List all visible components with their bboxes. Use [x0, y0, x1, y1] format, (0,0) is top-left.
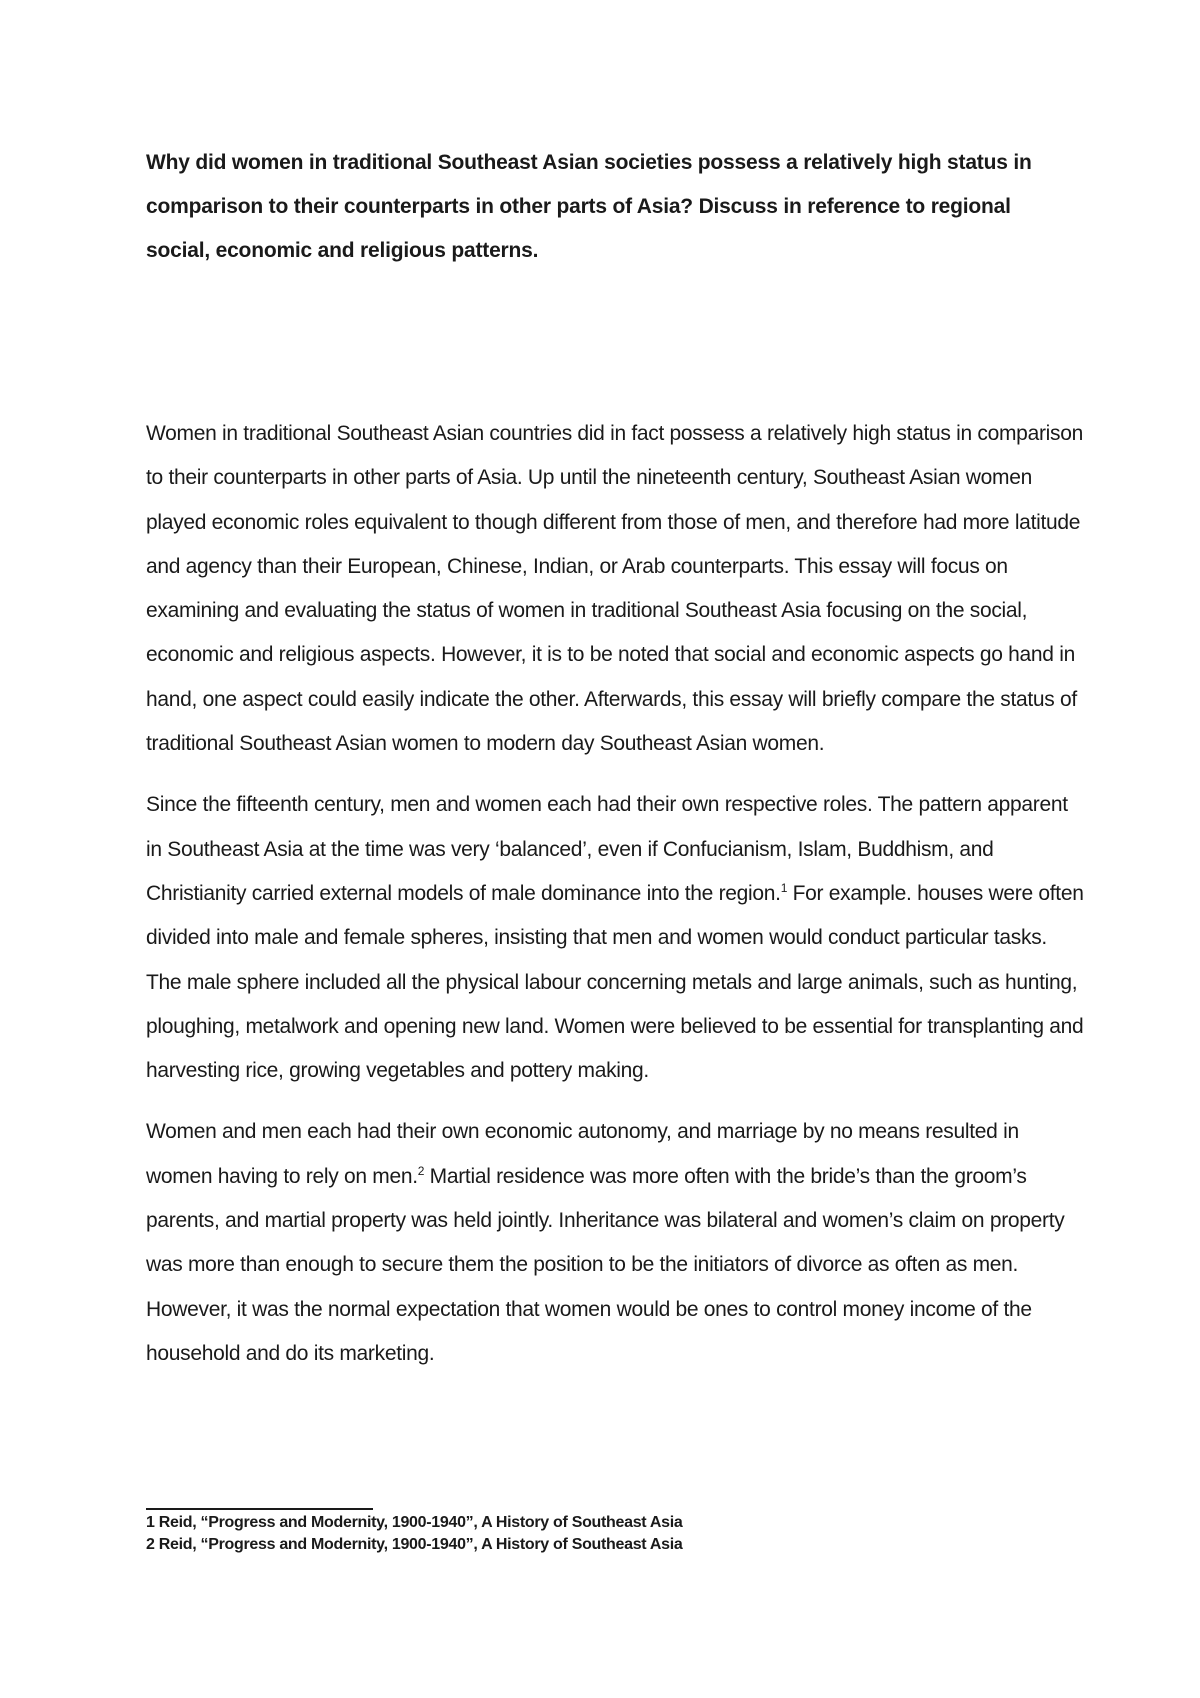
footnote-reference[interactable]: 1	[780, 880, 788, 895]
paragraph-text: For example. houses were often divided into male and female spheres, insisting that men and women would conduct particular tasks. The male sphere included all the physical labour concerning metals and large animals, such as hunting, ploughing, metalwork and opening new land. Women were believed to be essential for transplanting and harvesting rice, growing vegetables and pottery making.	[146, 881, 1084, 1083]
paragraph-economic-autonomy	[146, 1110, 1086, 1376]
footnote-item: 1 Reid, “Progress and Modernity, 1900-1940”, A History of Southeast Asia	[146, 1514, 683, 1531]
footnotes-list	[146, 1512, 1046, 1556]
paragraph-text: Since the fifteenth century, men and women each had their own respective roles. The pattern apparent in Southeast Asia at the time was very ‘balanced’, even if Confucianism, Islam, Buddhism, and Christianity carried external models of male dominance into the region.	[146, 793, 1068, 905]
essay-question: Why did women in traditional Southeast Asian societies possess a relatively high status in comparison to their counterparts in other parts of Asia? Discuss in reference to regional social, economic and religious patterns.	[146, 151, 1032, 262]
paragraph-text: Women and men each had their own economic autonomy, and marriage by no means resulted in women having to rely on men.	[146, 1120, 1019, 1188]
paragraph-text: Martial residence was more often with the bride’s than the groom’s parents, and martial property was held jointly. Inheritance was bilateral and women’s claim on property was more than enough to secure them the position to be the initiators of divorce as often as men. However, it was the normal expectation that women would be ones to control money income of the household and do its marketing.	[146, 1164, 1065, 1365]
paragraph-social-roles	[146, 783, 1086, 1093]
footnote-item: 2 Reid, “Progress and Modernity, 1900-1940”, A History of Southeast Asia	[146, 1536, 683, 1553]
paragraph-text: Women in traditional Southeast Asian countries did in fact possess a relatively high status in comparison to their counterparts in other parts of Asia. Up until the nineteenth century, Southeast Asian women played economic roles equivalent to though different from those of men, and therefore had more latitude and agency than their European, Chinese, Indian, or Arab counterparts. This essay will focus on examining and evaluating the status of women in traditional Southeast Asia focusing on the social, economic and religious aspects. However, it is to be noted that social and economic aspects go hand in hand, one aspect could easily indicate the other. Afterwards, this essay will briefly compare the status of traditional Southeast Asian women to modern day Southeast Asian women.	[146, 422, 1083, 756]
essay-body	[146, 412, 1086, 1393]
footnote-separator	[146, 1508, 373, 1510]
paragraph-introduction	[146, 412, 1086, 766]
footnote-reference[interactable]: 2	[417, 1163, 425, 1178]
